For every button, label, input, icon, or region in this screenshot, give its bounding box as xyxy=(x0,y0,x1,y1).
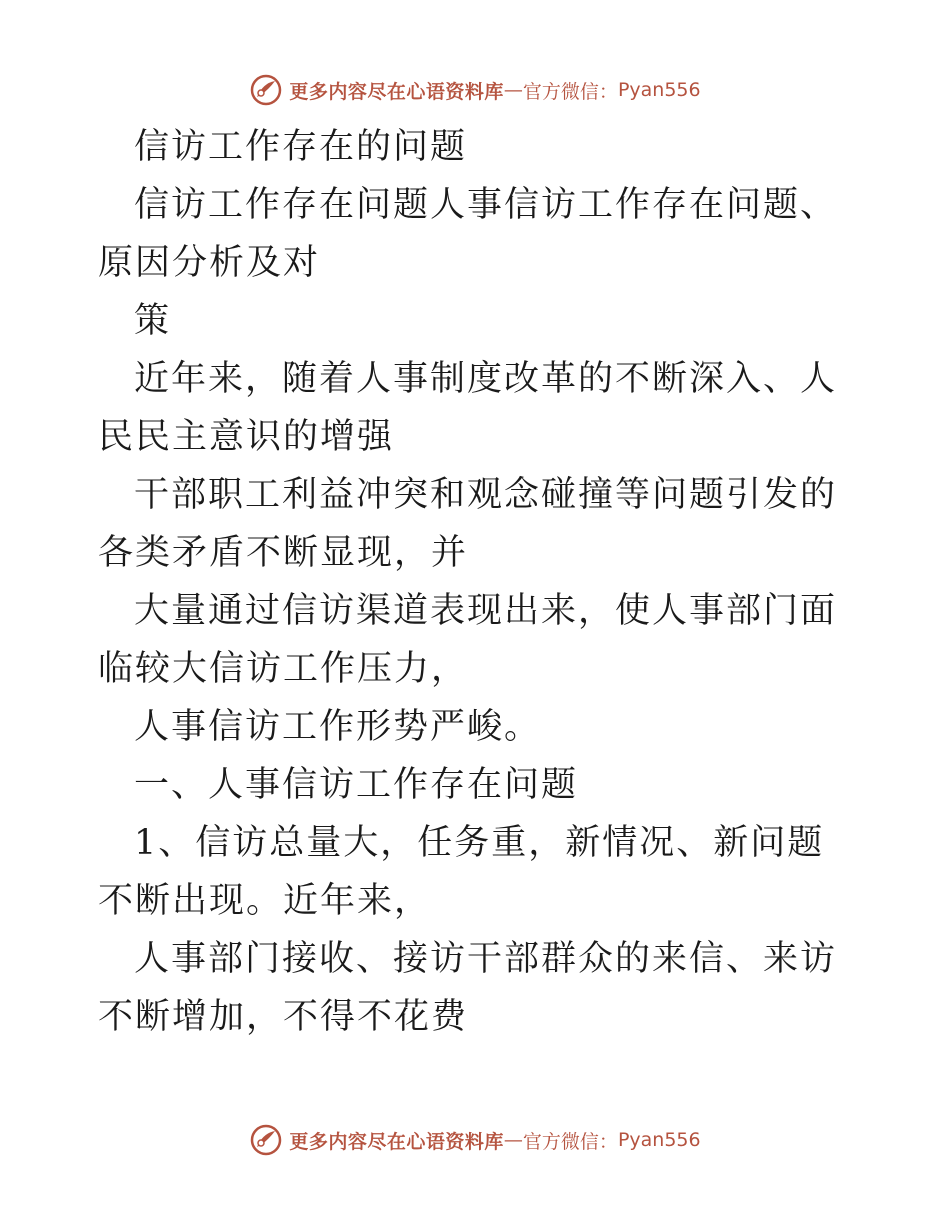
banner-wechat-label: 官方微信： xyxy=(522,80,618,103)
banner-site-name: 更多内容尽在心语资料库 xyxy=(289,80,504,103)
header-banner xyxy=(0,70,950,110)
banner-wechat-label: 官方微信： xyxy=(522,1130,618,1153)
logo-icon xyxy=(249,1123,283,1157)
document-body xyxy=(98,118,858,1046)
banner-dash: — xyxy=(503,1129,523,1151)
footer-banner xyxy=(0,1120,950,1160)
banner-wechat-id: Pyan556 xyxy=(617,79,701,101)
banner-site-name: 更多内容尽在心语资料库 xyxy=(289,1130,504,1153)
paragraph: 大量通过信访渠道表现出来，使人事部门面临较大信访工作压力， xyxy=(98,591,838,689)
paragraph: 信访工作存在的问题 xyxy=(134,127,468,167)
logo-icon xyxy=(249,73,283,107)
paragraph: 一、人事信访工作存在问题 xyxy=(134,765,579,805)
banner-wechat-id: Pyan556 xyxy=(617,1129,701,1151)
paragraph: 近年来，随着人事制度改革的不断深入、人民民主意识的增强 xyxy=(98,359,838,457)
paragraph: 干部职工利益冲突和观念碰撞等问题引发的各类矛盾不断显现，并 xyxy=(98,475,838,573)
paragraph: 人事部门接收、接访干部群众的来信、来访不断增加，不得不花费 xyxy=(98,939,838,1037)
paragraph: 人事信访工作形势严峻。 xyxy=(134,707,542,747)
paragraph: 策 xyxy=(134,301,172,341)
banner-dash: — xyxy=(503,79,523,101)
paragraph: 信访工作存在问题人事信访工作存在问题、原因分析及对 xyxy=(98,185,838,283)
paragraph: 1、信访总量大，任务重，新情况、新问题不断出现。近年来， xyxy=(98,823,825,921)
